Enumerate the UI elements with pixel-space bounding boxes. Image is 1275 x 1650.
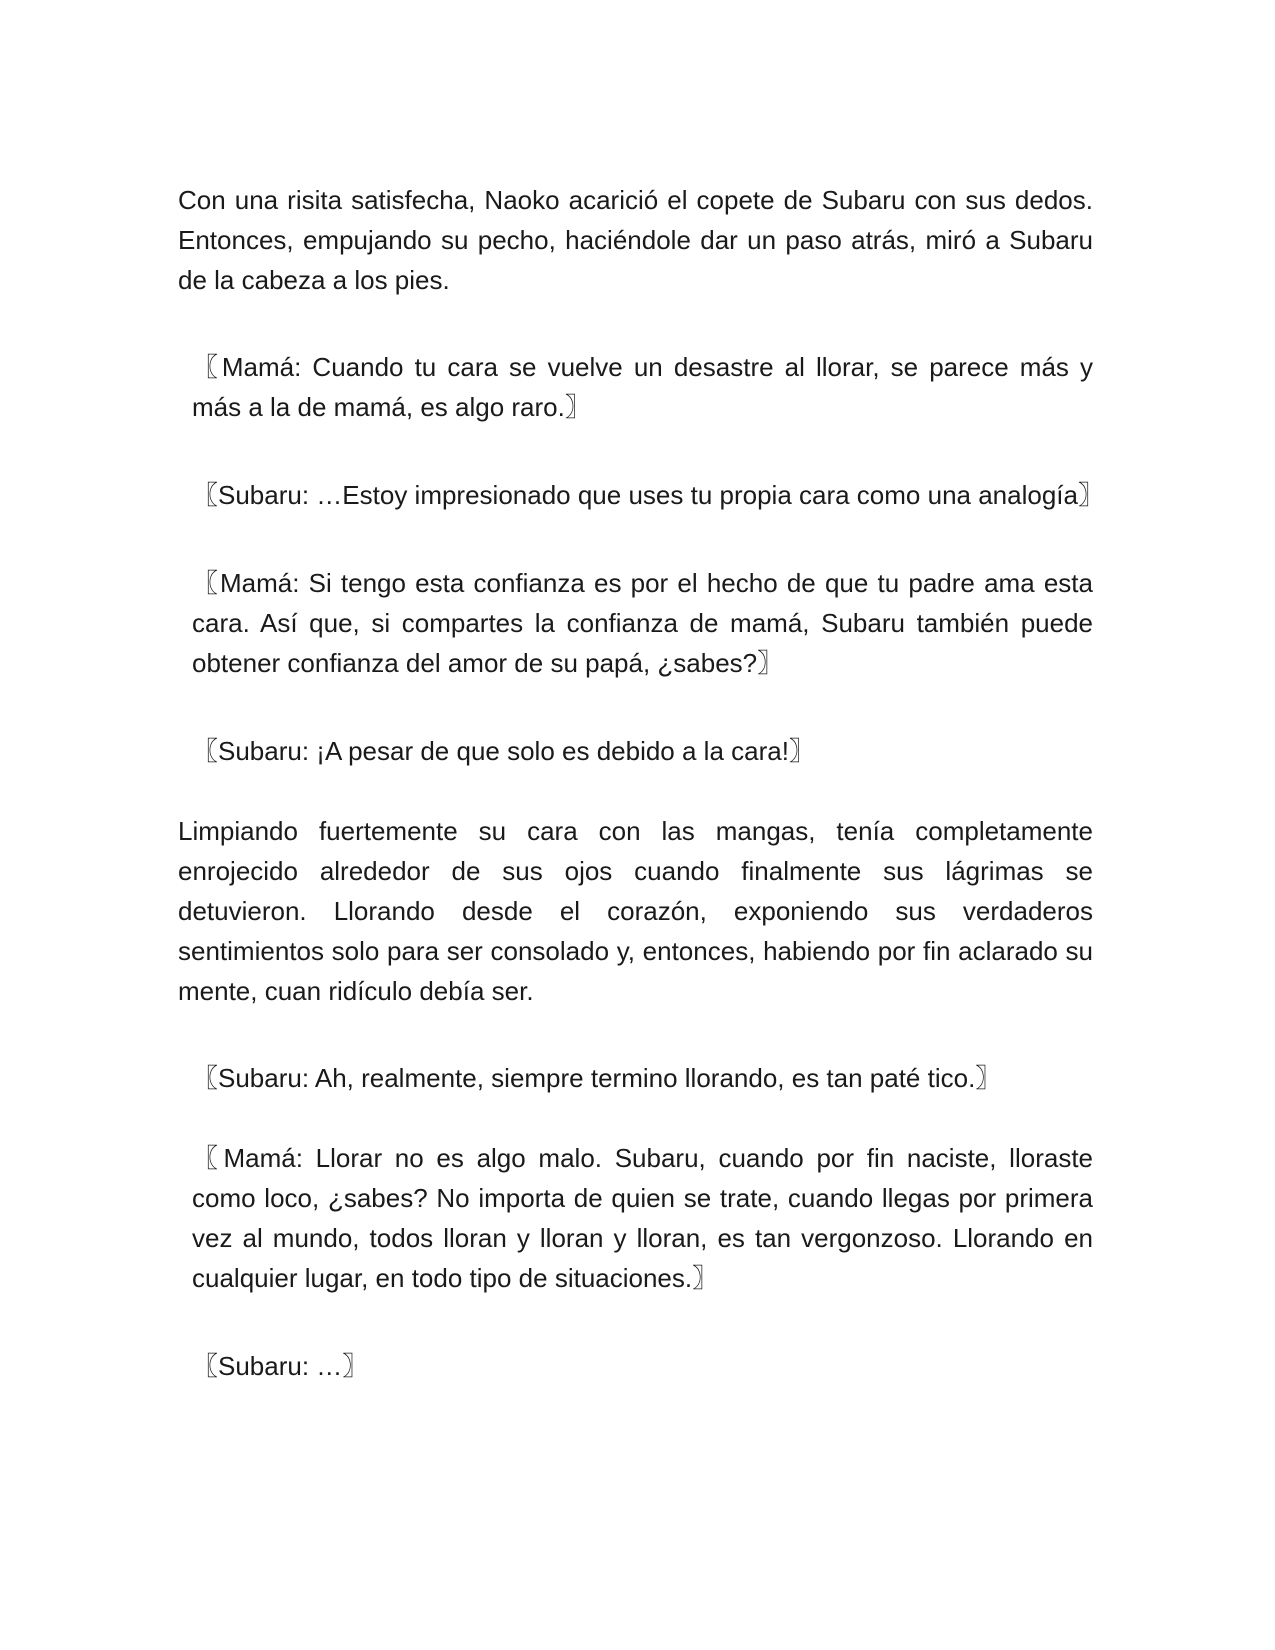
- document-page: [178, 180, 1104, 1434]
- dialogue-line: 〖Mamá: Cuando tu cara se vuelve un desastre al llorar, se parece más y más a la de mamá, es algo raro.〗: [192, 352, 1093, 422]
- dialogue-line: 〖Subaru: Ah, realmente, siempre termino llorando, es tan paté tico.〗: [192, 1063, 1002, 1093]
- narration-paragraph: Limpiando fuertemente su cara con las mangas, tenía completamente enrojecido alrededor de sus ojos cuando finalmente sus lágrimas se detuvieron. Llorando desde el corazón, exponiendo sus verdaderos sentimientos solo para ser consolado y, entonces, habiendo por fin aclarado su mente, cuan ridículo debía ser.: [178, 816, 1093, 1006]
- narration-paragraph: Con una risita satisfecha, Naoko acarició el copete de Subaru con sus dedos. Entonces, empujando su pecho, haciéndole dar un paso atrás, miró a Subaru de la cabeza a los pies.: [178, 185, 1093, 295]
- dialogue-line: 〖Mamá: Si tengo esta confianza es por el hecho de que tu padre ama esta cara. Así que, si compartes la confianza de mamá, Subaru también puede obtener confianza del amor de su papá, ¿sabes?〗: [192, 568, 1093, 678]
- dialogue-line: 〖Mamá: Llorar no es algo malo. Subaru, cuando por fin naciste, lloraste como loco, ¿sabes? No importa de quien se trate, cuando llegas por primera vez al mundo, todos lloran y lloran y lloran, es tan vergonzoso. Llorando en cualquier lugar, en todo tipo de situaciones.〗: [192, 1143, 1093, 1293]
- dialogue-line: 〖Subaru: …〗: [192, 1351, 369, 1381]
- dialogue-line: 〖Subaru: ¡A pesar de que solo es debido a la cara!〗: [192, 736, 815, 766]
- dialogue-line: 〖Subaru: …Estoy impresionado que uses tu propia cara como una analogía〗: [192, 480, 1104, 510]
